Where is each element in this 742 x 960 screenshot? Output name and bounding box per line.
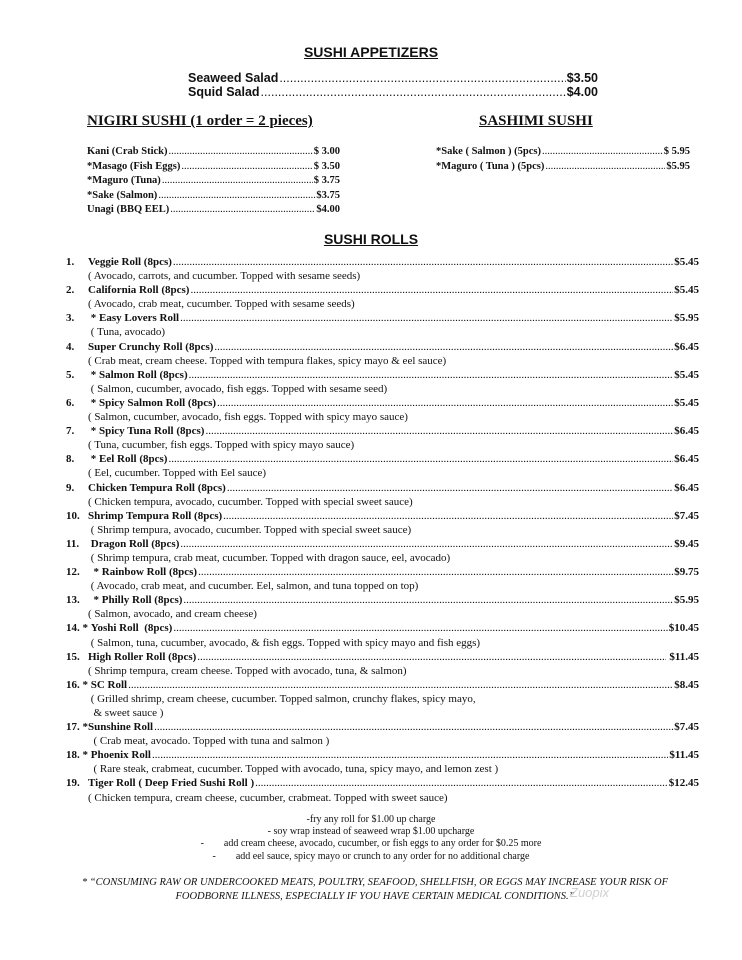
roll-name: * Salmon Roll (8pcs) [88, 368, 188, 381]
warning-line-2: FOODBORNE ILLNESS, ESPECIALLY IF YOU HAVE CERTAIN MEDICAL CONDITIONS.” [175, 891, 575, 902]
rolls-title: SUSHI ROLLS [323, 231, 419, 247]
roll-name: * Philly Roll (8pcs) [88, 594, 183, 607]
menu-item [87, 204, 340, 219]
dot-leader [214, 341, 673, 353]
dot-leader [223, 510, 673, 522]
dot-leader [545, 161, 665, 172]
roll-name: Veggie Roll (8pcs) [88, 256, 172, 268]
item-name: Seaweed Salad [188, 71, 279, 85]
roll-description: ( Salmon, tuna, cucumber, avocado, & fish eggs. Topped with spicy mayo and fish eggs) [88, 636, 481, 649]
item-price: $ 3.75 [313, 175, 340, 187]
dot-leader [162, 175, 313, 186]
roll-item [66, 777, 699, 791]
appetizers-title: SUSHI APPETIZERS [303, 44, 439, 60]
dot-leader [205, 425, 673, 437]
roll-description: ( Avocado, crab meat, cucumber. Topped with sesame seeds) [88, 298, 355, 311]
roll-name: Dragon Roll (8pcs) [88, 537, 180, 550]
dot-leader [279, 71, 565, 85]
roll-item [66, 482, 699, 496]
dot-leader [180, 538, 673, 550]
roll-number: 10. [66, 509, 80, 522]
roll-name: * Spicy Salmon Roll (8pcs) [88, 396, 217, 409]
roll-number: 19. [66, 777, 83, 790]
roll-item [66, 312, 699, 326]
dot-leader [154, 721, 673, 733]
roll-number: 16. * [66, 678, 91, 691]
roll-price: $10.45 [668, 622, 699, 635]
item-name: *Sake (Salmon) [87, 189, 158, 201]
roll-item [66, 749, 699, 763]
dot-leader [168, 453, 673, 465]
roll-price: $5.45 [674, 256, 699, 268]
roll-name: California Roll (8pcs) [88, 284, 190, 297]
item-price: $5.95 [666, 160, 690, 172]
roll-description: ( Shrimp tempura, cream cheese. Topped with avocado, tuna, & salmon) [88, 664, 407, 677]
roll-item [66, 425, 699, 439]
menu-item [87, 175, 340, 190]
note-line: - add eel sauce, spicy mayo or crunch to any order for no additional charge [212, 850, 530, 862]
roll-price: $6.45 [674, 481, 699, 494]
roll-item [66, 510, 699, 524]
dot-leader [198, 566, 673, 578]
roll-number: 7. [66, 425, 75, 438]
dot-leader [173, 622, 667, 634]
roll-item [66, 594, 699, 608]
roll-item [66, 341, 699, 355]
roll-number: 15. [66, 650, 83, 663]
roll-description: ( Eel, cucumber. Topped with Eel sauce) [88, 467, 267, 480]
roll-item [66, 622, 699, 636]
roll-item [66, 453, 699, 467]
item-name: Kani (Crab Stick) [87, 146, 168, 157]
roll-number: 4. [66, 340, 75, 353]
menu-item [436, 161, 690, 176]
dot-leader [227, 482, 673, 494]
roll-name: High Roller Roll (8pcs) [88, 650, 197, 663]
dot-leader [542, 146, 663, 157]
dot-leader [217, 397, 673, 409]
menu-item [87, 161, 340, 176]
roll-number: 12. [66, 566, 80, 579]
item-price: $ 3.00 [313, 146, 340, 157]
roll-price: $5.45 [674, 284, 699, 297]
dot-leader [173, 256, 673, 268]
roll-price: $12.45 [668, 777, 699, 790]
roll-description: ( Chicken tempura, avocado, cucumber. Topped with special sweet sauce) [88, 495, 413, 508]
dot-leader [169, 146, 313, 157]
item-price: $3.50 [566, 71, 598, 85]
roll-item [66, 369, 699, 383]
roll-price: $5.95 [674, 594, 699, 607]
rolls-list [66, 256, 699, 806]
roll-number: 14. * [66, 622, 91, 635]
roll-price: $5.45 [674, 368, 699, 381]
roll-price: $6.45 [674, 340, 699, 353]
roll-name: Shrimp Tempura Roll (8pcs) [88, 509, 223, 522]
item-price: $ 3.50 [313, 160, 340, 172]
roll-description: ( Salmon, cucumber, avocado, fish eggs. Topped with spicy mayo sauce) [88, 411, 408, 424]
menu-item [436, 146, 690, 161]
dot-leader [152, 749, 668, 761]
roll-item [66, 721, 699, 735]
roll-description: ( Shrimp tempura, avocado, cucumber. Topped with special sweet sauce) [88, 523, 412, 536]
note-line: - add cream cheese, avocado, cucumber, or fish eggs to any order for $0.25 more [200, 838, 542, 850]
dot-leader [189, 369, 674, 381]
roll-price: $5.95 [674, 312, 699, 325]
roll-number: 3. [66, 312, 75, 325]
item-price: $4.00 [566, 85, 598, 99]
roll-price: $11.45 [666, 650, 699, 663]
roll-name: Super Crunchy Roll (8pcs) [88, 340, 214, 353]
roll-description: ( Salmon, avocado, and cream cheese) [88, 608, 257, 621]
roll-price: $9.75 [674, 566, 699, 579]
roll-description: ( Shrimp tempura, crab meat, cucumber. Topped with dragon sauce, eel, avocado) [88, 551, 451, 564]
notes [0, 814, 742, 863]
item-price: $ 5.95 [663, 146, 690, 157]
roll-name: Tiger Roll ( Deep Fried Sushi Roll ) [88, 777, 255, 790]
note-line: -fry any roll for $1.00 up charge [306, 814, 436, 825]
roll-item [66, 679, 699, 693]
menu-item-seaweed-salad [188, 71, 598, 85]
roll-description: ( Tuna, avocado) [88, 326, 165, 339]
sashimi-list [436, 146, 690, 175]
dot-leader [180, 312, 673, 324]
roll-name: Chicken Tempura Roll (8pcs) [88, 481, 226, 494]
item-price: $4.00 [316, 204, 340, 216]
roll-price: $5.45 [674, 396, 699, 409]
roll-number: 5. [66, 368, 75, 381]
roll-description: ( Tuna, cucumber, fish eggs. Topped with spicy mayo sauce) [88, 439, 355, 452]
roll-name: * Rainbow Roll (8pcs) [88, 566, 198, 579]
roll-name: Yoshi Roll (8pcs) [90, 622, 173, 635]
roll-number: 6. [66, 396, 75, 409]
roll-price: $6.45 [674, 425, 699, 438]
roll-number: 17. * [66, 721, 88, 734]
roll-description: ( Salmon, cucumber, avocado, fish eggs. Topped with sesame seed) [88, 382, 388, 395]
dot-leader [261, 85, 566, 99]
note-line: - soy wrap instead of seaweed wrap $1.00 upcharge [267, 826, 475, 838]
dot-leader [197, 651, 665, 663]
menu-item-squid-salad [188, 85, 598, 99]
warning-line-1: * “CONSUMING RAW OR UNDERCOOKED MEATS, POULTRY, SEAFOOD, SHELLFISH, OR EGGS MAY INCREASE YOUR RISK OF [81, 877, 669, 888]
roll-description: ( Chicken tempura, cream cheese, cucumber, crabmeat. Topped with sweet sauce) [88, 791, 448, 804]
roll-price: $7.45 [674, 509, 699, 522]
item-name: *Maguro ( Tuna ) (5pcs) [436, 160, 545, 172]
roll-price: $11.45 [669, 749, 699, 762]
dot-leader [190, 284, 673, 296]
dot-leader [255, 777, 668, 789]
item-price: $3.75 [316, 189, 340, 201]
roll-number: 11. [66, 537, 80, 550]
nigiri-title: NIGIRI SUSHI (1 order = 2 pieces) [87, 113, 313, 129]
roll-name: * Easy Lovers Roll [88, 312, 180, 325]
item-name: *Masago (Fish Eggs) [87, 160, 181, 172]
item-name: Unagi (BBQ EEL) [87, 204, 170, 216]
roll-item [66, 538, 699, 552]
roll-price: $8.45 [674, 678, 699, 691]
dot-leader [128, 679, 673, 691]
roll-item [66, 651, 699, 665]
watermark: Zuopix [570, 885, 610, 900]
roll-item [66, 256, 699, 270]
roll-description: ( Avocado, crab meat, and cucumber. Eel, salmon, and tuna topped on top) [88, 580, 419, 593]
roll-name: Sunshine Roll [88, 721, 154, 734]
roll-description: ( Crab meat, cream cheese. Topped with tempura flakes, spicy mayo & eel sauce) [88, 354, 447, 367]
item-name: Squid Salad [188, 85, 260, 99]
roll-description: & sweet sauce ) [88, 707, 164, 719]
roll-name: Phoenix Roll [90, 749, 151, 762]
roll-description: ( Avocado, carrots, and cucumber. Topped with sesame seeds) [88, 270, 361, 283]
dot-leader [181, 161, 312, 172]
item-name: *Sake ( Salmon ) (5pcs) [436, 146, 542, 157]
roll-description: ( Rare steak, crabmeat, cucumber. Topped with avocado, tuna, spicy mayo, and lemon zest ) [88, 763, 499, 776]
dot-leader [158, 190, 315, 201]
roll-name: * Spicy Tuna Roll (8pcs) [88, 425, 205, 438]
roll-name: * Eel Roll (8pcs) [88, 453, 168, 466]
roll-description: ( Grilled shrimp, cream cheese, cucumber. Topped salmon, crunchy flakes, spicy mayo, [88, 692, 476, 705]
roll-item [66, 397, 699, 411]
menu-item [87, 190, 340, 205]
dot-leader [183, 594, 673, 606]
dot-leader [170, 204, 315, 215]
roll-number: 9. [66, 481, 75, 494]
roll-number: 2. [66, 284, 75, 297]
nigiri-list [87, 146, 340, 219]
roll-name: SC Roll [90, 678, 128, 691]
roll-price: $6.45 [674, 453, 699, 466]
roll-description: ( Crab meat, avocado. Topped with tuna and salmon ) [88, 735, 330, 748]
roll-number: 18. * [66, 749, 91, 762]
menu-item [87, 146, 340, 161]
roll-number: 1. [66, 256, 75, 268]
sashimi-title: SASHIMI SUSHI [479, 113, 593, 129]
roll-price: $7.45 [674, 721, 699, 734]
roll-item [66, 566, 699, 580]
roll-number: 13. [66, 594, 80, 607]
roll-item [66, 284, 699, 298]
roll-price: $9.45 [674, 537, 699, 550]
roll-number: 8. [66, 453, 75, 466]
item-name: *Maguro (Tuna) [87, 175, 161, 187]
